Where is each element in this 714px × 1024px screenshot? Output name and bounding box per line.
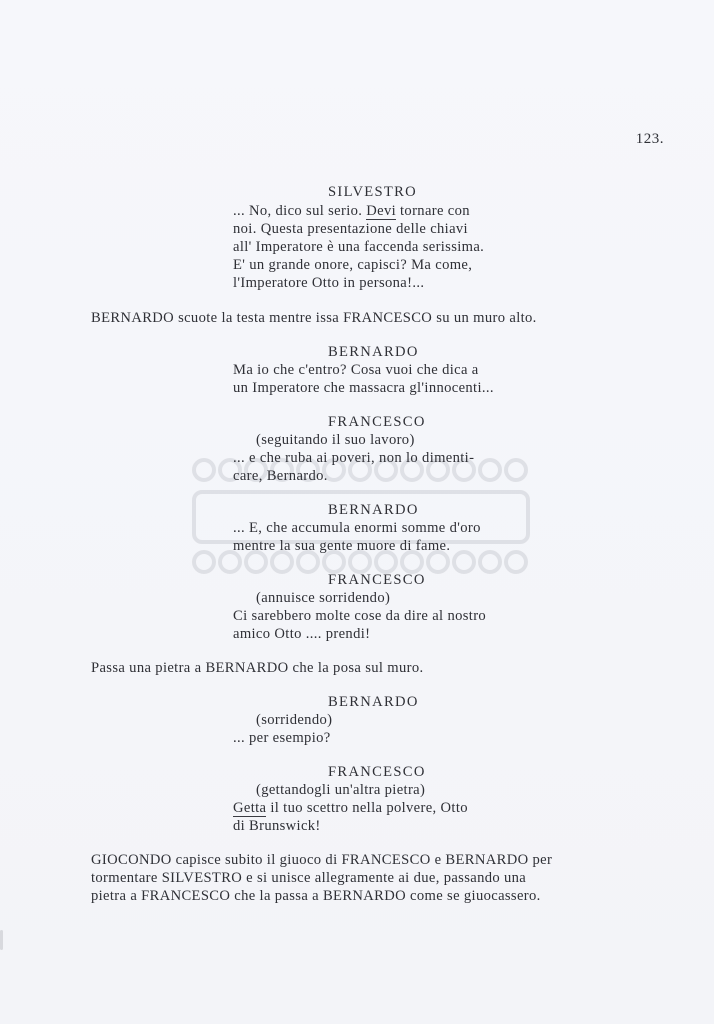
action-line: tormentare SILVESTRO e si unisce allegramente ai due, passando una [91, 870, 527, 886]
dialogue-line: di Brunswick! [233, 818, 321, 834]
character-cue: BERNARDO [328, 344, 419, 360]
dialogue-line: un Imperatore che massacra gl'innocenti... [233, 380, 494, 396]
character-cue: FRANCESCO [328, 414, 426, 430]
parenthetical: (annuisce sorridendo) [256, 590, 391, 606]
parenthetical: (gettandogli un'altra pietra) [256, 782, 426, 798]
dialogue-line: l'Imperatore Otto in persona!... [233, 275, 425, 291]
dialogue-line: all' Imperatore è una faccenda serissima. [233, 239, 485, 255]
dialogue-line: E' un grande onore, capisci? Ma come, [233, 257, 473, 273]
page-number: 123. [635, 131, 664, 147]
character-cue: FRANCESCO [328, 764, 426, 780]
dialogue-line: Ma io che c'entro? Cosa vuoi che dica a [233, 362, 479, 378]
action-line: GIOCONDO capisce subito il giuoco di FRANCESCO e BERNARDO per [91, 852, 553, 868]
character-cue: FRANCESCO [328, 572, 426, 588]
page-edge-mark [0, 930, 3, 950]
action-line: Passa una pietra a BERNARDO che la posa sul muro. [91, 660, 424, 676]
dialogue-line: Ci sarebbero molte cose da dire al nostro [233, 608, 487, 624]
dialogue-line: noi. Questa presentazione delle chiavi [233, 221, 468, 237]
dialogue-line: ... e che ruba ai poveri, non lo dimenti- [233, 450, 475, 466]
action-line: pietra a FRANCESCO che la passa a BERNARDO come se giuocassero. [91, 888, 541, 904]
parenthetical: (seguitando il suo lavoro) [256, 432, 415, 448]
parenthetical: (sorridendo) [256, 712, 333, 728]
action-line: BERNARDO scuote la testa mentre issa FRANCESCO su un muro alto. [91, 310, 537, 326]
dialogue-line: mentre la sua gente muore di fame. [233, 538, 451, 554]
dialogue-line: Getta il tuo scettro nella polvere, Otto [233, 800, 468, 816]
character-cue: SILVESTRO [328, 184, 418, 200]
dialogue-line: ... E, che accumula enormi somme d'oro [233, 520, 481, 536]
dialogue-line: ... No, dico sul serio. Devi tornare con [233, 203, 470, 219]
dialogue-line: ... per esempio? [233, 730, 331, 746]
character-cue: BERNARDO [328, 694, 419, 710]
character-cue: BERNARDO [328, 502, 419, 518]
dialogue-line: amico Otto .... prendi! [233, 626, 371, 642]
dialogue-line: care, Bernardo. [233, 468, 328, 484]
